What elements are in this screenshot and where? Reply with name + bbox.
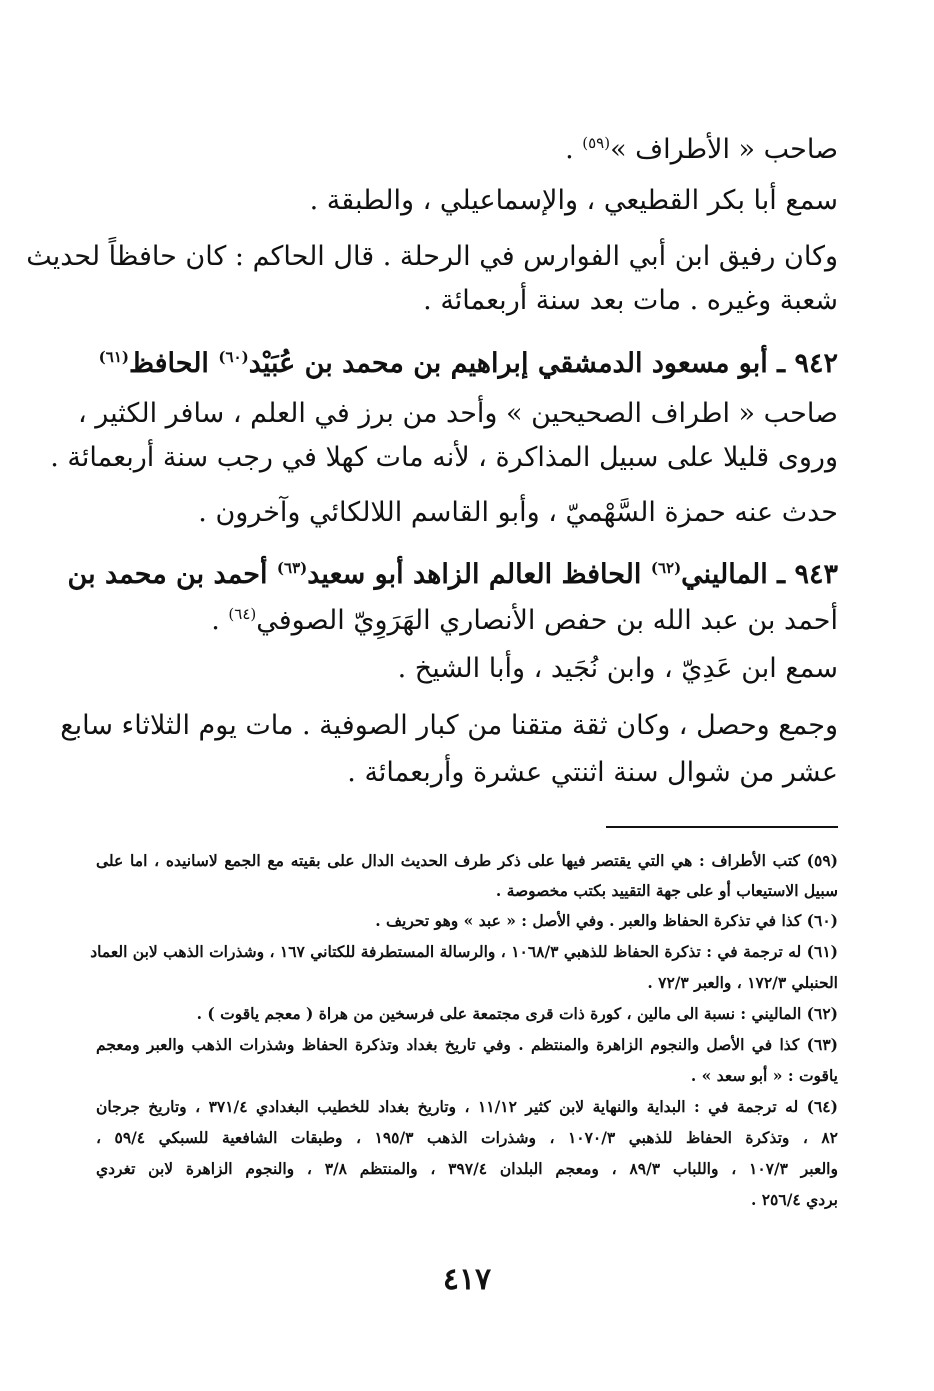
footnote-line: (٦٠) كذا في تذكرة الحفاظ والعبر . وفي الأصل : « عبد » وهو تحريف . — [375, 911, 838, 930]
entry-title: ٩٤٣ ـ الماليني — [681, 559, 838, 590]
body-text: وروى قليلا على سبيل المذاكرة ، لأنه مات كهلا في رجب سنة أربعمائة . — [50, 442, 838, 473]
footnote-line: ياقوت : « أبو سعد » . — [690, 1066, 838, 1085]
footnote-separator — [606, 826, 838, 828]
footnote-ref: (٦٠) — [218, 348, 249, 366]
footnote-line: ٨٢ ، وتذكرة الحفاظ للذهبي ١٠٧٠/٣ ، وشذرات الذهب ١٩٥/٣ ، وطبقات الشافعية للسبكي ٥٩/٤ ، — [96, 1128, 838, 1147]
footnote-line: (٦٣) كذا في الأصل والنجوم الزاهرة والمنتظم . وفي تاريخ بغداد وتذكرة الحفاظ وشذرات الذهب والعبر ومعجم — [96, 1035, 838, 1054]
footnote-line: والعبر ١٠٧/٣ ، واللباب ٨٩/٣ ، ومعجم البلدان ٣٩٧/٤ ، والمنتظم ٣/٨ ، والنجوم الزاهرة لابن تغردي — [96, 1159, 838, 1178]
footnote-line: (٦٤) له ترجمة في : البداية والنهاية لابن كثير ١١/١٢ ، وتاريخ بغداد للخطيب البغدادي ٣٧١/٤ ، وتاريخ جرجان — [96, 1097, 838, 1116]
body-line — [26, 240, 838, 274]
body-line — [96, 126, 838, 167]
body-text: حدث عنه حمزة السَّهْميّ ، وأبو القاسم اللالكائي وآخرون . — [198, 497, 838, 528]
entry-heading — [67, 551, 838, 592]
body-line — [96, 652, 838, 686]
body-text: . — [211, 605, 229, 636]
footnote-ref: (٦٢) — [650, 559, 682, 577]
footnote-ref: (٦٣) — [276, 559, 308, 577]
body-text: . — [565, 134, 583, 165]
page-number: ٤١٧ — [442, 1262, 492, 1297]
footnote-ref: (٦٤) — [228, 605, 257, 623]
footnote-line: بردي ٢٥٦/٤ . — [750, 1190, 838, 1209]
entry-heading — [96, 340, 838, 381]
body-text: سمع ابن عَدِيّ ، وابن نُجَيد ، وأبا الشيخ . — [397, 653, 838, 684]
body-text: صاحب « الأطراف » — [610, 134, 838, 165]
footnote-line: الحنبلي ١٧٢/٣ ، والعبر ٧٢/٣ . — [647, 973, 838, 992]
body-line — [60, 709, 838, 743]
body-text: وجمع وحصل ، وكان ثقة متقنا من كبار الصوفية . مات يوم الثلاثاء سابع — [60, 710, 838, 741]
body-text: وكان رفيق ابن أبي الفوارس في الرحلة . قال الحاكم : كان حافظاً لحديث — [26, 241, 838, 272]
body-line — [96, 184, 838, 218]
body-text: أحمد بن عبد الله بن حفص الأنصاري الهَرَوِيّ الصوفي — [256, 605, 838, 636]
entry-title: ٩٤٢ ـ أبو مسعود الدمشقي إبراهيم بن محمد بن عُبَيْد — [248, 348, 838, 379]
body-text: شعبة وغيره . مات بعد سنة أربعمائة . — [423, 285, 838, 316]
body-line — [50, 441, 838, 475]
footnote-line: سبيل الاستيعاب أو على جهة التقييد بكتب مخصوصة . — [495, 881, 838, 900]
footnote-ref: (٥٩) — [582, 134, 611, 152]
body-line — [96, 496, 838, 530]
body-line — [96, 756, 838, 790]
entry-title: أحمد بن محمد بن — [67, 559, 277, 590]
body-line — [96, 597, 838, 638]
body-text: عشر من شوال سنة اثنتي عشرة وأربعمائة . — [347, 757, 838, 788]
body-line — [77, 397, 838, 431]
body-text: صاحب « اطراف الصحيحين » وأحد من برز في العلم ، سافر الكثير ، — [77, 398, 838, 429]
body-line — [96, 284, 838, 318]
body-text: سمع أبا بكر القطيعي ، والإسماعيلي ، والطبقة . — [309, 185, 838, 216]
footnote-line: (٦١) له ترجمة في : تذكرة الحفاظ للذهبي ١٠٦٨/٣ ، والرسالة المستطرفة للكتاني ١٦٧ ، وشذرات الذهب لابن العماد — [90, 942, 838, 961]
footnote-line: (٥٩) كتب الأطراف : هي التي يقتصر فيها على ذكر طرف الحديث الدال على بقيته مع الجمع لاسانيده ، اما على — [96, 851, 838, 870]
footnote-line: (٦٢) الماليني : نسبة الى مالين ، كورة ذات قرى مجتمعة على فرسخين من هراة ( معجم ياقوت ) . — [196, 1004, 838, 1023]
footnote-ref: (٦١) — [98, 348, 130, 366]
entry-title: الحافظ — [129, 348, 219, 379]
entry-title: الحافظ العالم الزاهد أبو سعيد — [307, 559, 651, 590]
